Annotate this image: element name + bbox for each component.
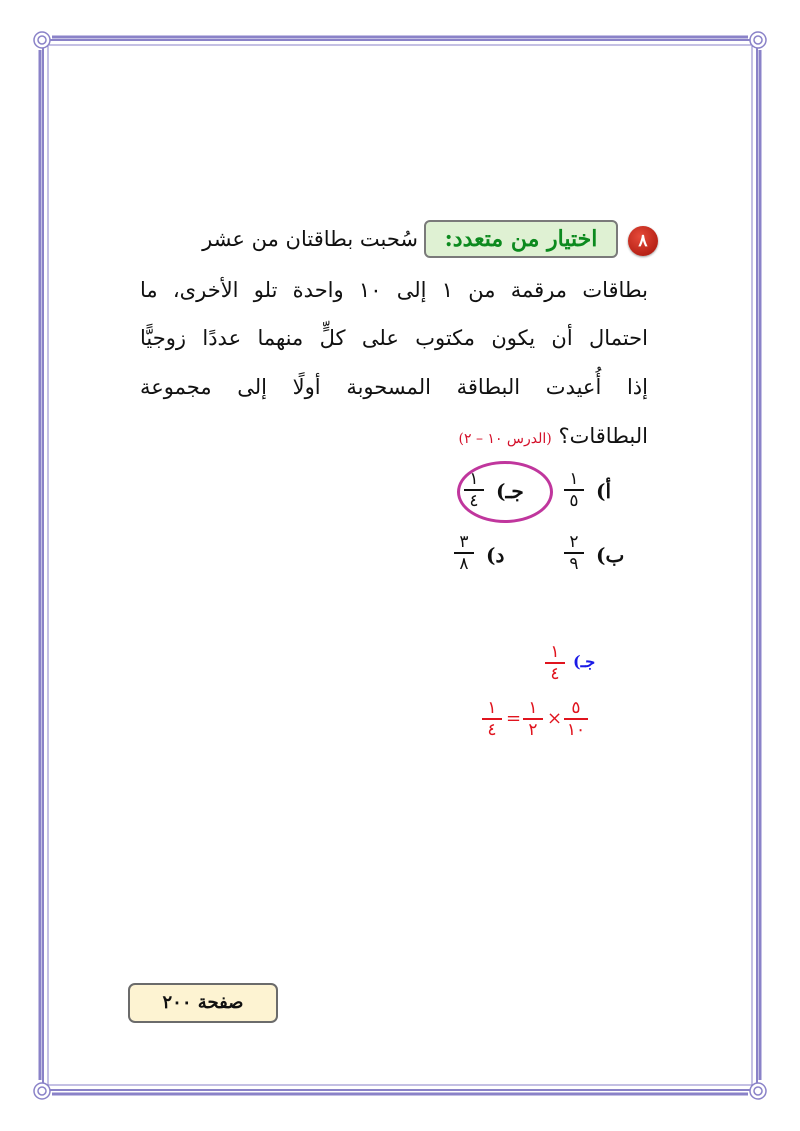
option-d-letter: د)	[486, 543, 505, 567]
eq-equals-sign: =	[506, 708, 522, 729]
page-number-label: صفحة ٢٠٠	[128, 983, 278, 1023]
answer-numerator: ١	[550, 642, 560, 662]
eq-b-denominator: ١٠	[566, 719, 586, 740]
eq-times-sign: ×	[547, 708, 563, 729]
option-a-numerator: ١	[569, 469, 579, 489]
option-a-letter: أ)	[596, 479, 612, 503]
eq-lhs-numerator: ١	[487, 698, 497, 718]
option-d-denominator: ٨	[459, 553, 469, 574]
question-line-3: احتمال أن يكون مكتوب على كلٍّ منهما عددًا زوجيًّا	[140, 326, 648, 350]
question-line-1: سُحبت بطاقتان من عشر	[202, 227, 418, 251]
eq-a-numerator: ١	[528, 698, 538, 718]
question-type-tag: اختيار من متعدد:	[424, 220, 618, 258]
option-c-fraction	[462, 470, 486, 510]
answer-fraction	[543, 643, 567, 683]
answer-denominator: ٤	[550, 663, 560, 684]
eq-lhs-denominator: ٤	[487, 719, 497, 740]
option-d-fraction	[452, 533, 476, 573]
option-b-numerator: ٢	[569, 532, 579, 552]
option-a-denominator: ٥	[569, 490, 579, 511]
option-d-numerator: ٣	[459, 532, 469, 552]
lesson-reference: (الدرس ١٠ – ٢)	[458, 431, 552, 447]
option-b-fraction	[562, 533, 586, 573]
answer-letter: جـ)	[573, 652, 596, 671]
option-b-letter: ب)	[596, 543, 625, 567]
option-c-letter: جـ)	[496, 479, 524, 503]
eq-b-numerator: ٥	[571, 698, 581, 718]
question-line-5	[459, 421, 648, 454]
option-b-denominator: ٩	[569, 553, 579, 574]
question-line-2: بطاقات مرقمة من ١ إلى ١٠ واحدة تلو الأخرى، ما	[140, 278, 648, 302]
question-line-5-text: البطاقات؟	[558, 424, 648, 448]
eq-a-denominator: ٢	[528, 719, 538, 740]
question-line-4: إذا أُعيدت البطاقة المسحوبة أولًا إلى مجموعة	[140, 375, 648, 399]
question-number-badge: ٨	[628, 226, 658, 256]
option-a-fraction	[562, 470, 586, 510]
option-c-numerator: ١	[469, 469, 479, 489]
option-c-denominator: ٤	[469, 490, 479, 511]
